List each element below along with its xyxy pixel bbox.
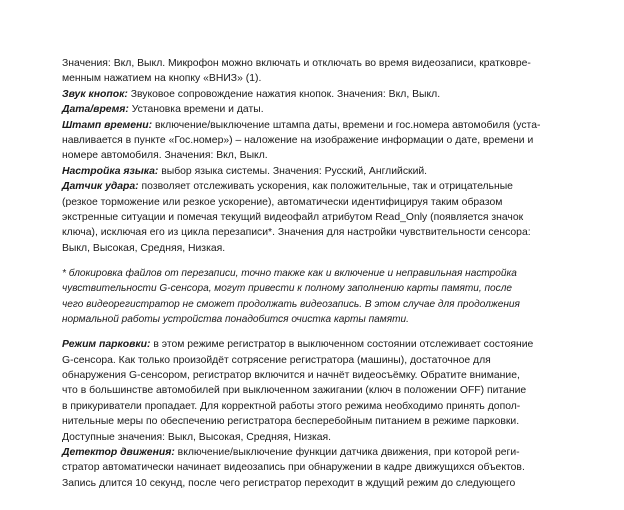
sound-term: Звук кнопок: bbox=[62, 88, 128, 100]
datetime-term: Дата/время: bbox=[62, 104, 129, 116]
footnote-line-4: нормальной работы устройства понадобится очистка карты памяти. bbox=[62, 313, 409, 325]
stamp-term: Штамп времени: bbox=[62, 119, 153, 131]
parking-term: Режим парковки: bbox=[62, 339, 151, 351]
stamp-line-2: навливается в пункте «Гос.номер») – наложение на изображение информации о дате, времени и bbox=[62, 135, 534, 147]
parking-line-6: нительные меры по обеспечению регистратора бесперебойным питанием в режиме парковки. bbox=[62, 416, 520, 428]
parking-line-2: G-сенсора. Как только произойдёт сотрясение регистратора (машины), достаточное для bbox=[62, 354, 491, 366]
datetime-text: Установка времени и даты. bbox=[128, 104, 264, 116]
sound-text: Звуковое сопровождение нажатия кнопок. Значения: Вкл, Выкл. bbox=[127, 88, 441, 100]
parking-line-7: Доступные значения: Выкл, Высокая, Средняя, Низкая. bbox=[62, 431, 332, 443]
shock-term: Датчик удара: bbox=[62, 181, 139, 193]
parking-line-4: что в большинстве автомобилей при выключенном зажигании (ключ в положении OFF) питание bbox=[62, 385, 527, 397]
motion-term: Детектор движения: bbox=[62, 446, 175, 458]
shock-line-2: (резкое торможение или резкое ускорение), автоматически идентифицируя таким образом bbox=[62, 196, 503, 208]
motion-line-2: стратор автоматически начинает видеозапись при обнаружении в кадре движущихся объектов. bbox=[62, 462, 525, 474]
motion-text: включение/выключение функции датчика движения, при которой реги- bbox=[174, 446, 520, 458]
datetime-setting bbox=[62, 102, 562, 117]
parking-line-3: обнаружения G-сенсором, регистратор включится и начнёт видеосъёмку. Обратите внимание, bbox=[62, 369, 520, 381]
motion-line-3: Запись длится 10 секунд, после чего регистратор переходит в ждущий режим до следующего bbox=[62, 477, 516, 489]
motion-setting bbox=[62, 445, 562, 460]
shock-line-3: экстренные ситуации и помечая текущий видеофайл атрибутом Read_Only (появляется значок bbox=[62, 212, 524, 224]
stamp-line-3: номере автомобиля. Значения: Вкл, Выкл. bbox=[62, 150, 268, 162]
footnote-line-1: * блокировка файлов от перезаписи, точно также как и включение и неправильная настройка bbox=[62, 268, 517, 280]
spacer bbox=[62, 256, 562, 266]
parking-text: в этом режиме регистратор в выключенном состоянии отслеживает состояние bbox=[150, 339, 534, 351]
stamp-setting bbox=[62, 118, 562, 133]
shock-text: позволяет отслеживать ускорения, как положительные, так и отрицательные bbox=[138, 181, 513, 193]
language-text: выбор языка системы. Значения: Русский, Английский. bbox=[158, 165, 428, 177]
footnote-line-2: чувствительности G-сенсора, могут привести к полному заполнению карты памяти, после bbox=[62, 283, 513, 295]
shock-setting bbox=[62, 179, 562, 194]
parking-setting bbox=[62, 337, 562, 352]
parking-line-5: в прикуриватели пропадает. Для корректной работы этого режима необходимо принять допол- bbox=[62, 400, 521, 412]
sound-setting bbox=[62, 87, 562, 102]
intro-line-1: Значения: Вкл, Выкл. Микрофон можно включать и отключать во время видеозаписи, кратковре- bbox=[62, 58, 531, 69]
stamp-text: включение/выключение штампа даты, времени и гос.номера автомобиля (уста- bbox=[152, 119, 541, 131]
document-page bbox=[62, 56, 562, 491]
intro-line-2: менным нажатием на кнопку «ВНИЗ» (1). bbox=[62, 73, 262, 85]
shock-line-5: Выкл, Высокая, Средняя, Низкая. bbox=[62, 242, 226, 254]
language-setting bbox=[62, 164, 562, 179]
shock-line-4: ключа), исключая его из цикла перезаписи*. Значения для настройки чувствительности сенсора: bbox=[62, 227, 531, 239]
footnote-line-3: чего видеорегистратор не сможет продолжать видеозапись. В этом случае для продолжения bbox=[62, 298, 520, 310]
language-term: Настройка языка: bbox=[62, 165, 159, 177]
spacer bbox=[62, 327, 562, 337]
